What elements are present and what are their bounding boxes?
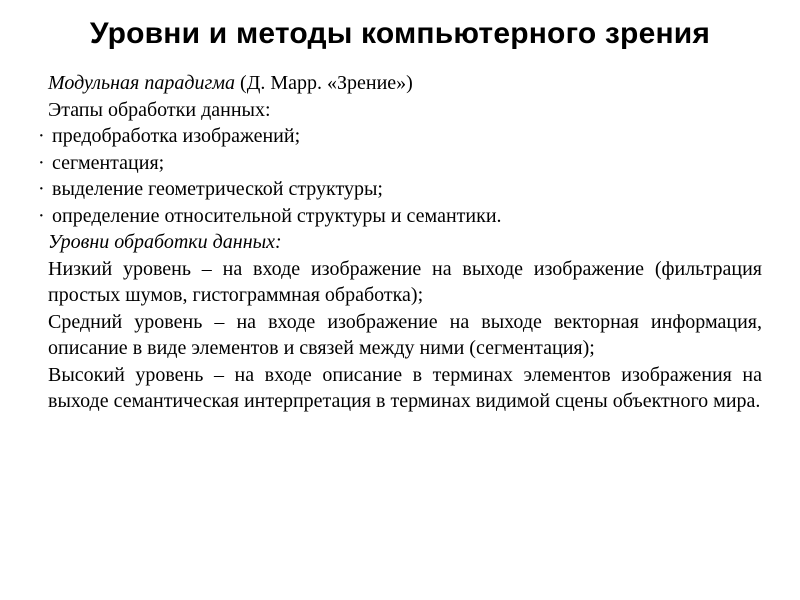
bullet-icon: · (38, 204, 45, 227)
bullet-icon: · (38, 125, 45, 147)
stage-item-text: выделение геометрической структуры; (52, 178, 383, 200)
level-low: Низкий уровень – на входе изображение на выходе изображение (фильтрация простых шумов, гистограммная обработка); (48, 257, 762, 306)
bullet-icon: · (38, 151, 45, 174)
stage-item (38, 123, 762, 150)
stage-item (38, 150, 762, 177)
levels-heading: Уровни обработки данных: (48, 231, 282, 253)
level-medium: Средний уровень – на входе изображение на выходе векторная информация, описание в виде элементов и связей между ними (сегментация); (48, 310, 762, 359)
stage-item-text: определение относительной структуры и семантики. (52, 204, 502, 227)
paradigm-label: Модульная парадигма (48, 72, 236, 94)
stages-heading: Этапы обработки данных: (48, 98, 271, 121)
stage-item (38, 203, 762, 230)
slide-body (38, 70, 762, 415)
stage-item-text: сегментация; (52, 151, 165, 174)
bullet-icon: · (38, 178, 45, 200)
slide-title: Уровни и методы компьютерного зрения (89, 17, 711, 50)
level-high: Высокий уровень – на входе описание в терминах элементов изображения на выходе семантическая интерпретация в терминах видимой сцены объектного мира. (48, 363, 762, 412)
paradigm-line (38, 70, 762, 97)
paradigm-source: (Д. Марр. «Зрение») (235, 72, 413, 94)
stage-item-text: предобработка изображений; (52, 125, 301, 147)
stage-item (38, 176, 762, 203)
